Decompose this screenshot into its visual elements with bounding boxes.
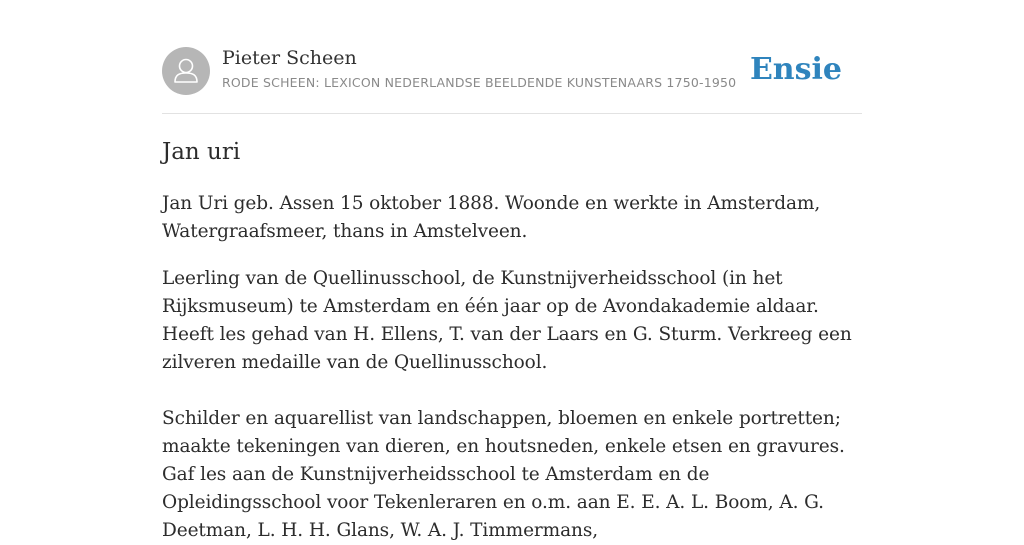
user-avatar-icon[interactable] xyxy=(162,47,210,95)
article-content xyxy=(162,136,866,545)
article-header xyxy=(162,46,862,96)
brand-logo[interactable]: Ensie xyxy=(749,52,842,87)
article-paragraph: Jan Uri geb. Assen 15 oktober 1888. Woonde en werkte in Amsterdam, Watergraafsmeer, thans in Amstelveen. xyxy=(162,193,821,242)
source-title[interactable]: RODE SCHEEN: LEXICON NEDERLANDSE BEELDENDE KUNSTENAARS 1750-1950 xyxy=(222,75,737,90)
article-title: Jan uri xyxy=(162,139,241,165)
article-paragraph: Schilder en aquarellist van landschappen, bloemen en enkele portretten; maakte tekeningen van dieren, en houtsneden, enkele etsen en gravures. Gaf les aan de Kunstnijverheidsschool te Amsterdam en de Opleidingsschool voor Tekenleraren en o.m. aan E. E. A. L. Boom, A. G. Deetman, L. H. H. Glans, W. A. J. Timmermans, xyxy=(162,408,845,541)
header-divider xyxy=(162,113,862,114)
article-paragraph: Leerling van de Quellinusschool, de Kunstnijverheidsschool (in het Rijksmuseum) te Amsterdam en één jaar op de Avondakademie aldaar. Heeft les gehad van H. Ellens, T. van der Laars en G. Sturm. Verkreeg een zilveren medaille van de Quellinusschool. xyxy=(162,268,852,373)
person-outline-icon xyxy=(162,47,210,95)
author-name[interactable]: Pieter Scheen xyxy=(222,47,357,69)
